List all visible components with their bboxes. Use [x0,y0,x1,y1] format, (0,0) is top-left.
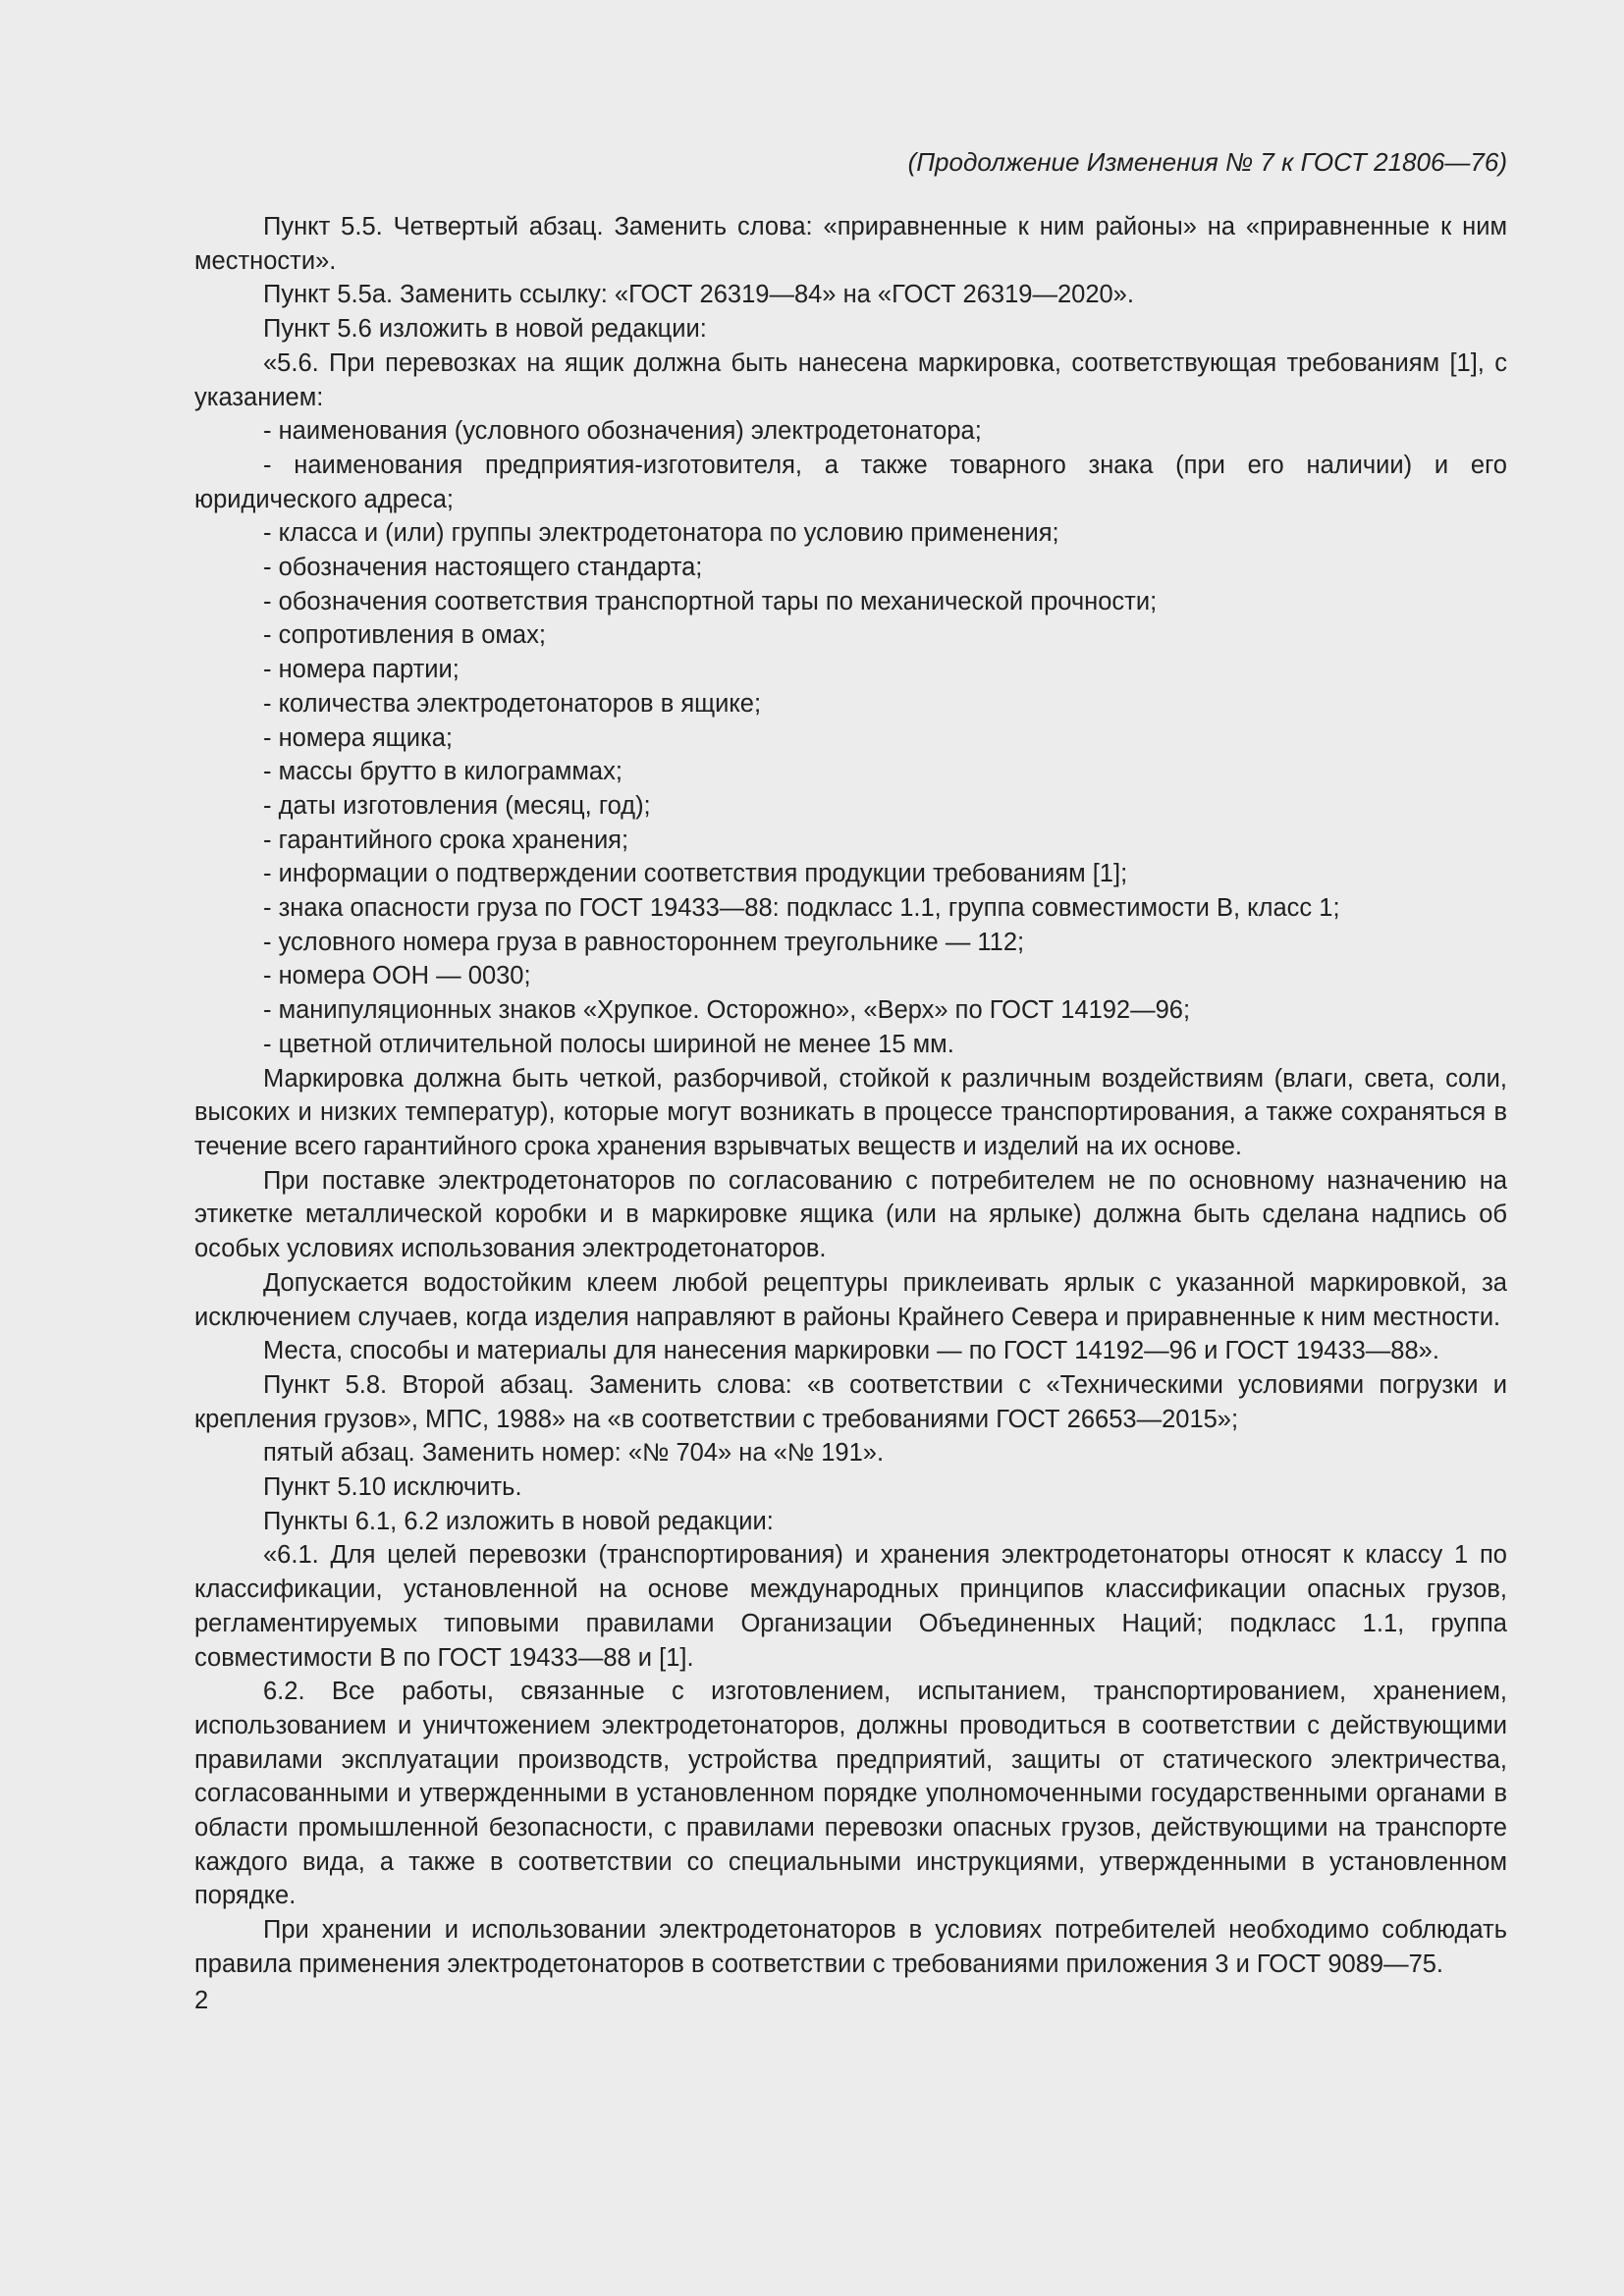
paragraph: - даты изготовления (месяц, год); [263,791,651,820]
paragraph: - условного номера груза в равностороннем треугольнике — 112; [263,928,1025,956]
page-number: 2 [194,1986,209,2014]
paragraph: пятый абзац. Заменить номер: «№ 704» на «№ 191». [263,1439,885,1468]
paragraph: - цветной отличительной полосы шириной не менее 15 мм. [263,1030,954,1058]
paragraph: - информации о подтверждении соответствия продукции требованиям [1]; [263,860,1128,888]
paragraph: - количества электродетонаторов в ящике; [263,689,762,718]
paragraph: «5.6. При перевозках на ящик должна быть нанесена маркировка, соответствующая требованиям [1], с указанием: [194,348,1507,411]
paragraph: Пункт 5.10 исключить. [263,1473,522,1502]
paragraph: Пункт 5.6 изложить в новой редакции: [263,315,707,344]
paragraph: Пункт 5.5а. Заменить ссылку: «ГОСТ 26319—84» на «ГОСТ 26319—2020». [263,281,1134,309]
paragraph: - наименования (условного обозначения) электродетонатора; [263,417,982,446]
paragraph: - класса и (или) группы электродетонатора по условию применения; [263,519,1059,548]
document-body [194,210,1507,1982]
paragraph: - номера ООН — 0030; [263,962,531,990]
paragraph: - сопротивления в омах; [263,621,546,650]
paragraph: Места, способы и материалы для нанесения маркировки — по ГОСТ 14192—96 и ГОСТ 19433—88». [263,1337,1439,1365]
paragraph: «6.1. Для целей перевозки (транспортирования) и хранения электродетонаторы относят к классу 1 по классификации, установленной на основе международных принципов классификации опасных грузов, регламентируемых типовыми правилами Организации Объединенных Наций; подкласс 1.1, группа совместимости В по ГОСТ 19433—88 и [1]. [194,1541,1507,1672]
document-page [194,145,1507,2017]
paragraph: - гарантийного срока хранения; [263,826,629,854]
paragraph: - наименования предприятия-изготовителя, а также товарного знака (при его наличии) и его юридического адреса; [194,451,1507,513]
paragraph: Пункт 5.8. Второй абзац. Заменить слова: «в соответствии с «Техническими условиями погрузки и крепления грузов», МПС, 1988» на «в соответствии с требованиями ГОСТ 26653—2015»; [194,1370,1507,1433]
paragraph: Пункты 6.1, 6.2 изложить в новой редакции: [263,1507,774,1535]
paragraph: - номера партии; [263,656,460,684]
paragraph: - обозначения настоящего стандарта; [263,554,703,582]
paragraph: Маркировка должна быть четкой, разборчивой, стойкой к различным воздействиям (влаги, света, соли, высоких и низких температур), которые могут возникать в процессе транспортирования, а также сохраняться в течение всего гарантийного срока хранения взрывчатых веществ и изделий на их основе. [194,1064,1507,1160]
paragraph: При поставке электродетонаторов по согласованию с потребителем не по основному назначению на этикетке металлической коробки и в маркировке ящика (или на ярлыке) должна быть сделана надпись об особых условиях использования электродетонаторов. [194,1166,1507,1263]
paragraph: При хранении и использовании электродетонаторов в условиях потребителей необходимо соблюдать правила применения электродетонаторов в соответствии с требованиями приложения 3 и ГОСТ 9089—75. [194,1916,1507,1978]
running-header: (Продолжение Изменения № 7 к ГОСТ 21806—76) [907,147,1507,177]
paragraph: - знака опасности груза по ГОСТ 19433—88: подкласс 1.1, группа совместимости В, класс 1; [263,894,1340,923]
paragraph: Пункт 5.5. Четвертый абзац. Заменить слова: «приравненные к ним районы» на «приравненные к ним местности». [194,213,1507,275]
paragraph: - массы брутто в килограммах; [263,758,623,786]
paragraph: - обозначения соответствия транспортной тары по механической прочности; [263,587,1158,615]
paragraph: 6.2. Все работы, связанные с изготовлением, испытанием, транспортированием, хранением, использованием и уничтожением электродетонаторов, должны проводиться в соответствии с действующими правилами эксплуатации производств, устройства предприятий, защиты от статического электричества, согласованными и утвержденными в установленном порядке уполномоченными государственными органами в области промышленной безопасности, с правилами перевозки опасных грузов, действующими на транспорте каждого вида, а также в соответствии со специальными инструкциями, утвержденными в установленном порядке. [194,1678,1507,1910]
paragraph: - номера ящика; [263,723,454,752]
paragraph: Допускается водостойким клеем любой рецептуры приклеивать ярлык с указанной маркировкой, за исключением случаев, когда изделия направляют в районы Крайнего Севера и приравненные к ним местности. [194,1268,1507,1331]
paragraph: - манипуляционных знаков «Хрупкое. Осторожно», «Верх» по ГОСТ 14192—96; [263,996,1191,1025]
